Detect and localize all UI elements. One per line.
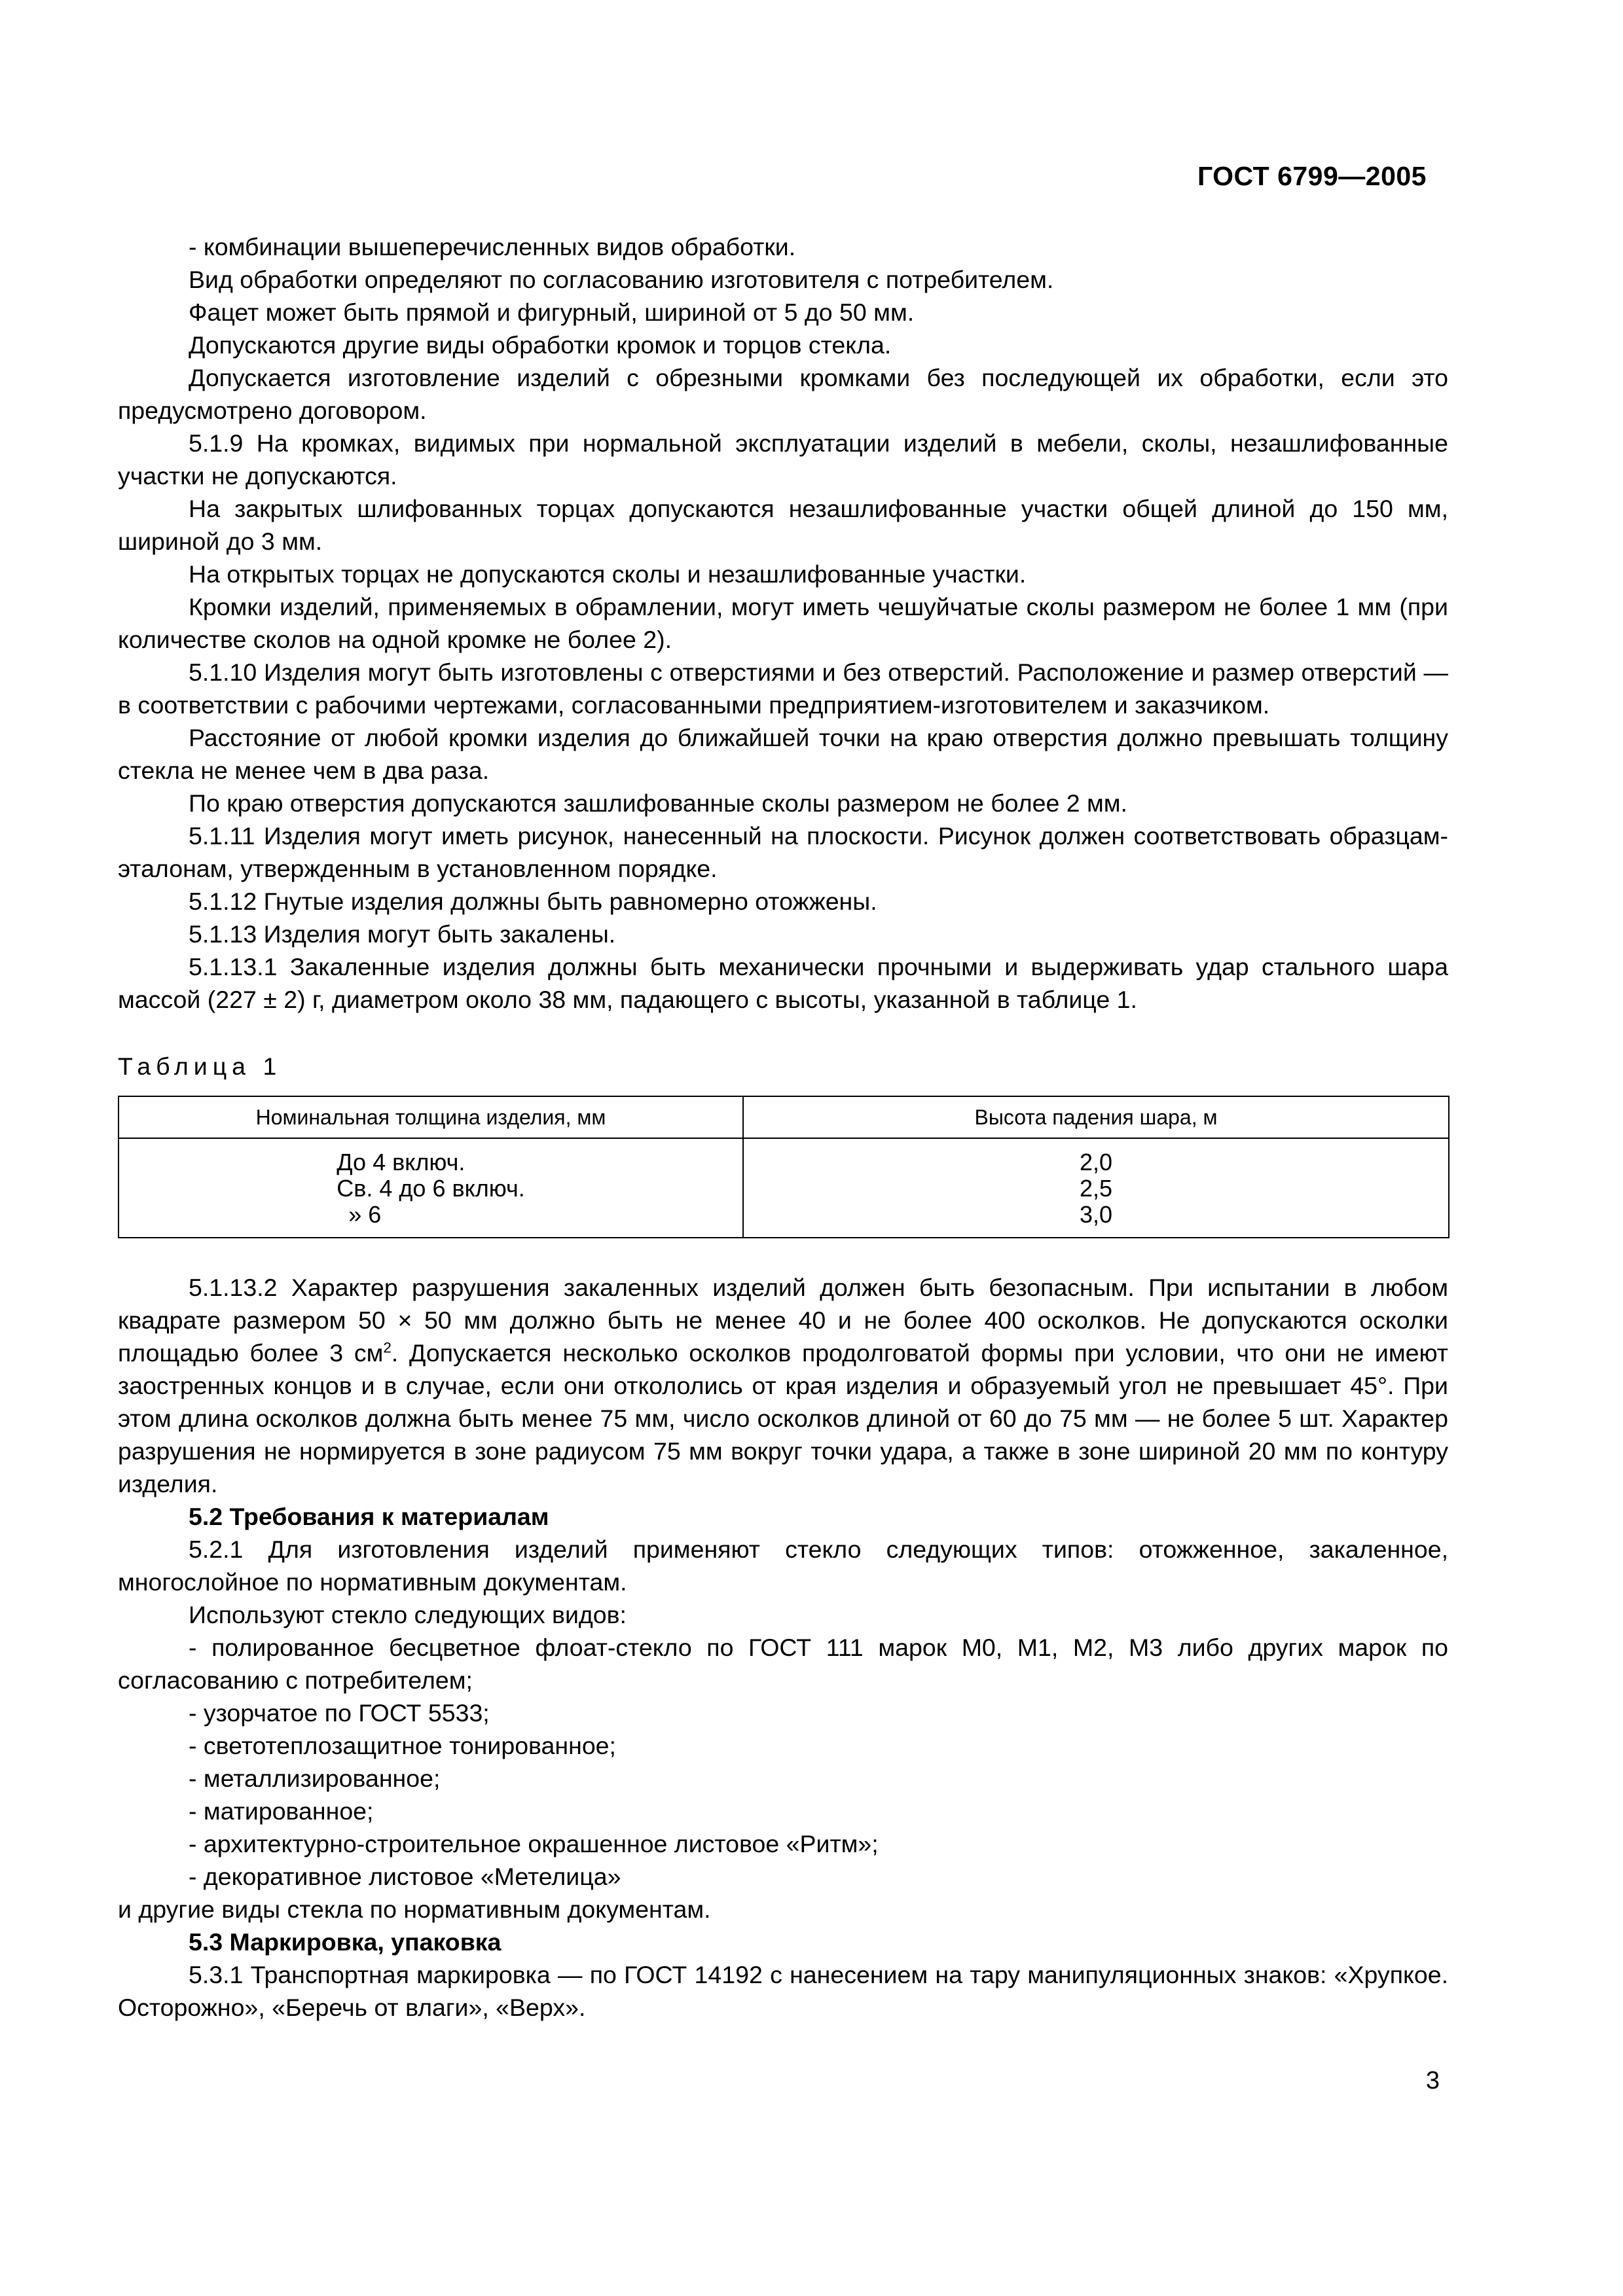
paragraph: Вид обработки определяют по согласованию изготовителя с потребителем. — [189, 266, 1054, 293]
clause-5-1-9: 5.1.9 На кромках, видимых при нормальной эксплуатации изделий в мебели, сколы, незашлифованные участки не допускаются. — [118, 429, 1448, 490]
paragraph: и другие виды стекла по нормативным документам. — [118, 1895, 711, 1923]
table-cell: Св. 4 до 6 включ. — [337, 1175, 525, 1202]
height-cell — [743, 1138, 1449, 1238]
superscript: 2 — [383, 1339, 392, 1356]
table-cell: До 4 включ. — [337, 1149, 465, 1175]
table-caption: Таблица 1 — [118, 1052, 282, 1080]
clause-5-1-13-2 — [118, 1271, 1448, 1500]
clause-5-1-10: 5.1.10 Изделия могут быть изготовлены с отверстиями и без отверстий. Расположение и размер отверстий — в соответствии с рабочими чертежами, согласованными предприятием-изготовителем и заказчиком. — [118, 658, 1448, 719]
table-header-row — [119, 1096, 1449, 1138]
paragraph: Фацет может быть прямой и фигурный, шириной от 5 до 50 мм. — [189, 298, 915, 326]
text-run: . Допускается несколько осколков продолговатой формы при условии, что они не имеют заостренных концов и в случае, если они откололись от края изделия и образуемый угол не превышает 45°. При этом длина осколков должна быть менее 75 мм, число осколков длиной от 60 до 75 мм — не более 5 шт. Характер разрушения не нормируется в зоне радиусом 75 мм вокруг точки удара, а также в зоне шириной 20 мм по контуру изделия. — [118, 1339, 1448, 1498]
thickness-cell — [119, 1138, 743, 1238]
list-item: - архитектурно-строительное окрашенное листовое «Ритм»; — [189, 1830, 879, 1857]
document-body — [118, 230, 1448, 2024]
paragraph: - комбинации вышеперечисленных видов обработки. — [189, 233, 796, 260]
list-item: - светотеплозащитное тонированное; — [189, 1732, 616, 1759]
list-item: - полированное бесцветное флоат-стекло по ГОСТ 111 марок М0, М1, М2, М3 либо других марок по согласованию с потребителем; — [118, 1634, 1448, 1694]
thickness-list — [337, 1149, 524, 1228]
paragraph: Кромки изделий, применяемых в обрамлении, могут иметь чешуйчатые сколы размером не более 1 мм (при количестве сколов на одной кромке не более 2). — [118, 593, 1448, 653]
clause-5-1-12: 5.1.12 Гнутые изделия должны быть равномерно отожжены. — [189, 888, 877, 915]
clause-5-1-11: 5.1.11 Изделия могут иметь рисунок, нанесенный на плоскости. Рисунок должен соответствовать образцам-эталонам, утвержденным в установленном порядке. — [118, 822, 1448, 882]
table-cell: 2,5 — [1079, 1175, 1113, 1202]
paragraph: На закрытых шлифованных торцах допускаются незашлифованные участки общей длиной до 150 мм, шириной до 3 мм. — [118, 495, 1448, 555]
table-1 — [118, 1096, 1450, 1238]
column-header-thickness: Номинальная толщина изделия, мм — [119, 1096, 743, 1138]
text-run: 5.1.13.2 Характер разрушения закаленных изделий должен быть безопасным. При испытании в любом квадрате размером 50 × 50 мм должно быть не менее 40 и не более 400 осколков. Не допускаются осколки площадью более 3 см — [118, 1274, 1448, 1367]
list-item: - матированное; — [189, 1797, 374, 1825]
section-heading-5-2: 5.2 Требования к материалам — [189, 1503, 549, 1530]
page-number: 3 — [1425, 2067, 1440, 2094]
paragraph: Используют стекло следующих видов: — [189, 1601, 627, 1628]
clause-5-3-1: 5.3.1 Транспортная маркировка — по ГОСТ 14192 с нанесением на тару манипуляционных знаков: «Хрупкое. Осторожно», «Беречь от влаги», «Верх». — [118, 1961, 1448, 2021]
table-row — [119, 1138, 1449, 1238]
clause-5-1-13-1: 5.1.13.1 Закаленные изделия должны быть механически прочными и выдерживать удар стального шара массой (227 ± 2) г, диаметром около 38 мм, падающего с высоты, указанной в таблице 1. — [118, 953, 1448, 1013]
paragraph: По краю отверстия допускаются зашлифованные сколы размером не более 2 мм. — [189, 789, 1127, 817]
section-heading-5-3: 5.3 Маркировка, упаковка — [189, 1928, 501, 1956]
paragraph: На открытых торцах не допускаются сколы и незашлифованные участки. — [189, 560, 1027, 588]
table-cell: 2,0 — [1079, 1149, 1113, 1175]
list-item: - металлизированное; — [189, 1765, 441, 1792]
paragraph: Допускаются другие виды обработки кромок и торцов стекла. — [189, 331, 892, 359]
column-header-height: Высота падения шара, м — [743, 1096, 1449, 1138]
table-cell: 3,0 — [1079, 1201, 1113, 1228]
document-code: ГОСТ 6799—2005 — [1197, 161, 1427, 191]
clause-5-2-1: 5.2.1 Для изготовления изделий применяют стекло следующих типов: отожженное, закаленное, многослойное по нормативным документам. — [118, 1535, 1448, 1596]
paragraph: Расстояние от любой кромки изделия до ближайшей точки на краю отверстия должно превышать толщину стекла не менее чем в два раза. — [118, 724, 1448, 784]
table-cell: » 6 — [348, 1201, 382, 1228]
list-item: - узорчатое по ГОСТ 5533; — [189, 1699, 490, 1727]
paragraph: Допускается изготовление изделий с обрезными кромками без последующей их обработки, если это предусмотрено договором. — [118, 364, 1448, 424]
list-item: - декоративное листовое «Метелица» — [189, 1863, 621, 1890]
clause-5-1-13: 5.1.13 Изделия могут быть закалены. — [189, 920, 616, 948]
